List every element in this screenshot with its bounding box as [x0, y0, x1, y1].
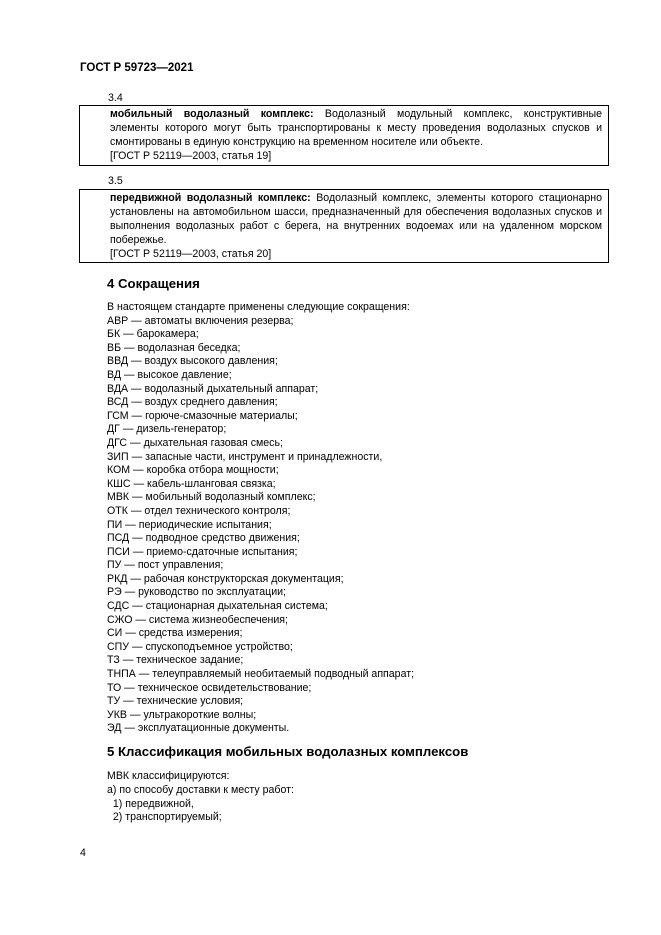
list-item: ЭД — эксплуатационные документы.	[107, 722, 290, 735]
list-item: РЭ — руководство по эксплуатации;	[107, 586, 286, 599]
term-title: передвижной водолазный комплекс:	[110, 192, 311, 204]
section-intro: МВК классифицируются:	[107, 770, 230, 782]
term-definition-box	[79, 189, 609, 263]
list-item: ГСМ — горюче-смазочные материалы;	[107, 409, 298, 422]
list-item: СЖО — система жизнеобеспечения;	[107, 613, 288, 626]
term-definition-box	[79, 105, 609, 166]
term-definition-text: Водолазный комплекс, элементы которого стационарно установлены на автомобильном шасси, предназначенный для обеспечения водолазных спусков и выполнения водолазных работ с берега, на внутренних водоемах или на удаленном морском побережье.	[110, 192, 602, 246]
list-item: ВСД — воздух среднего давления;	[107, 396, 278, 409]
page-number: 4	[80, 847, 86, 859]
list-item: БК — барокамера;	[107, 328, 199, 341]
list-item: В настоящем стандарте применены следующие сокращения:	[107, 301, 410, 313]
list-item: ТО — техническое освидетельствование;	[107, 681, 312, 694]
list-item: АВР — автоматы включения резерва;	[107, 314, 294, 327]
classification-list	[107, 784, 294, 825]
list-item: ПУ — пост управления;	[107, 559, 224, 572]
abbreviation-list	[107, 301, 414, 736]
document-header-id: ГОСТ Р 59723—2021	[80, 62, 194, 74]
list-item: 1) передвижной,	[107, 797, 194, 810]
list-item: ВДА — водолазный дыхательный аппарат;	[107, 382, 319, 395]
list-item: ОТК — отдел технического контроля;	[107, 504, 291, 517]
list-item: ЗИП — запасные части, инструмент и принадлежности,	[107, 450, 383, 463]
list-item: ПСД — подводное средство движения;	[107, 532, 300, 545]
term-title: мобильный водолазный комплекс:	[110, 108, 314, 120]
list-item: ПСИ — приемо-сдаточные испытания;	[107, 545, 298, 558]
list-item: МВК — мобильный водолазный комплекс;	[107, 491, 316, 504]
list-item: УКВ — ультракороткие волны;	[107, 708, 257, 721]
list-item: СДС — стационарная дыхательная система;	[107, 600, 328, 613]
list-item: ДГ — дизель-генератор;	[107, 423, 227, 436]
list-item: КОМ — коробка отбора мощности;	[107, 464, 279, 477]
section-heading: 4 Сокращения	[107, 276, 200, 291]
list-item: ВД — высокое давление;	[107, 368, 232, 381]
list-item: ПИ — периодические испытания;	[107, 518, 272, 531]
list-item: СПУ — спускоподъемное устройство;	[107, 640, 293, 653]
list-item: ТУ — технические условия;	[107, 695, 244, 708]
list-item: ТНПА — телеуправляемый необитаемый подводный аппарат;	[107, 668, 415, 681]
list-item: ВВД — воздух высокого давления;	[107, 355, 278, 368]
term-number: 3.4	[108, 92, 123, 104]
list-item: ТЗ — техническое задание;	[107, 654, 244, 667]
term-reference: [ГОСТ Р 52119—2003, статья 19]	[110, 150, 272, 162]
term-reference: [ГОСТ Р 52119—2003, статья 20]	[110, 248, 272, 260]
list-item: а) по способу доставки к месту работ:	[107, 784, 294, 796]
term-definition-text: Водолазный модульный комплекс, конструктивные элементы которого могут быть транспортированы к месту проведения водолазных спусков и смонтированы в единую конструкцию на временном носителе или объекте.	[110, 108, 602, 148]
list-item: ВБ — водолазная беседка;	[107, 341, 241, 354]
section-heading: 5 Классификация мобильных водолазных комплексов	[107, 744, 469, 759]
list-item: ДГС — дыхательная газовая смесь;	[107, 436, 283, 449]
list-item: СИ — средства измерения;	[107, 627, 243, 640]
list-item: РКД — рабочая конструкторская документация;	[107, 572, 344, 585]
term-number: 3.5	[108, 175, 123, 187]
list-item: КШС — кабель-шланговая связка;	[107, 477, 276, 490]
list-item: 2) транспортируемый;	[107, 811, 222, 824]
